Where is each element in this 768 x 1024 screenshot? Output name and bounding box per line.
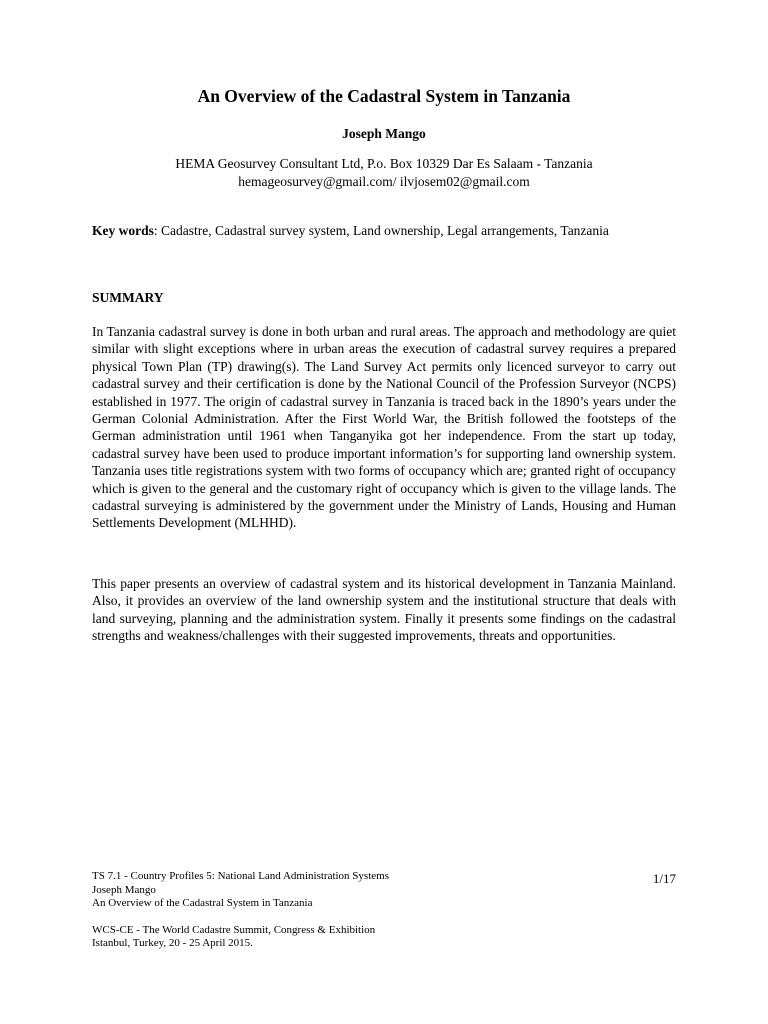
footer-session: TS 7.1 - Country Profiles 5: National Land Administration Systems [92,870,389,882]
footer-title: An Overview of the Cadastral System in Tanzania [92,897,313,909]
footer-location: Istanbul, Turkey, 20 - 25 April 2015. [92,937,253,949]
affiliation-emails: hemageosurvey@gmail.com/ ilvjosem02@gmail.com [238,174,530,189]
keywords-label: Key words [92,223,154,238]
footer-event: WCS-CE - The World Cadastre Summit, Congress & Exhibition [92,923,376,936]
page-number: 1/17 [652,871,676,886]
paper-title: An Overview of the Cadastral System in Tanzania [197,86,571,106]
affiliation-address: HEMA Geosurvey Consultant Ltd, P.o. Box 10329 Dar Es Salaam - Tanzania [175,156,593,171]
summary-heading: SUMMARY [92,290,164,305]
affiliation-block [0,155,768,191]
keywords-paragraph [92,221,640,240]
page-footer [92,870,389,951]
author-name: Joseph Mango [342,126,426,141]
summary-paragraph-2: This paper presents an overview of cadastral system and its historical development in Tanzania Mainland. Also, it provides an overview of the land ownership system and the institutional structure that deals with land surveying, planning and the administration system. Finally it presents some findings on the cadastral strengths and weakness/challenges with their suggested improvements, threats and opportunities. [92,576,676,644]
keywords-text: : Cadastre, Cadastral survey system, Land ownership, Legal arrangements, Tanzania [153,223,609,238]
summary-paragraph-1: In Tanzania cadastral survey is done in both urban and rural areas. The approach and methodology are quiet similar with slight exceptions where in urban areas the execution of cadastral survey requires a prepared physical Town Plan (TP) drawing(s). The Land Survey Act permits only licenced surveyor to carry out cadastral survey and their certification is done by the National Council of the Profession Surveyor (NCPS) established in 1977. The origin of cadastral survey in Tanzania is traced back in the 1890’s years under the German Colonial Administration. After the First World War, the British followed the footsteps of the German administration until 1961 when Tanganyika got her independence. From the start up today, cadastral survey have been used to produce important information’s for supporting land ownership system. Tanzania uses title registrations system with two forms of occupancy which are; granted right of occupancy which is given to the general and the customary right of occupancy which is given to the village lands. The cadastral surveying is administered by the government under the Ministry of Lands, Housing and Human Settlements Development (MLHHD). [92,324,676,531]
footer-spacer [92,911,389,924]
footer-author: Joseph Mango [92,883,156,896]
